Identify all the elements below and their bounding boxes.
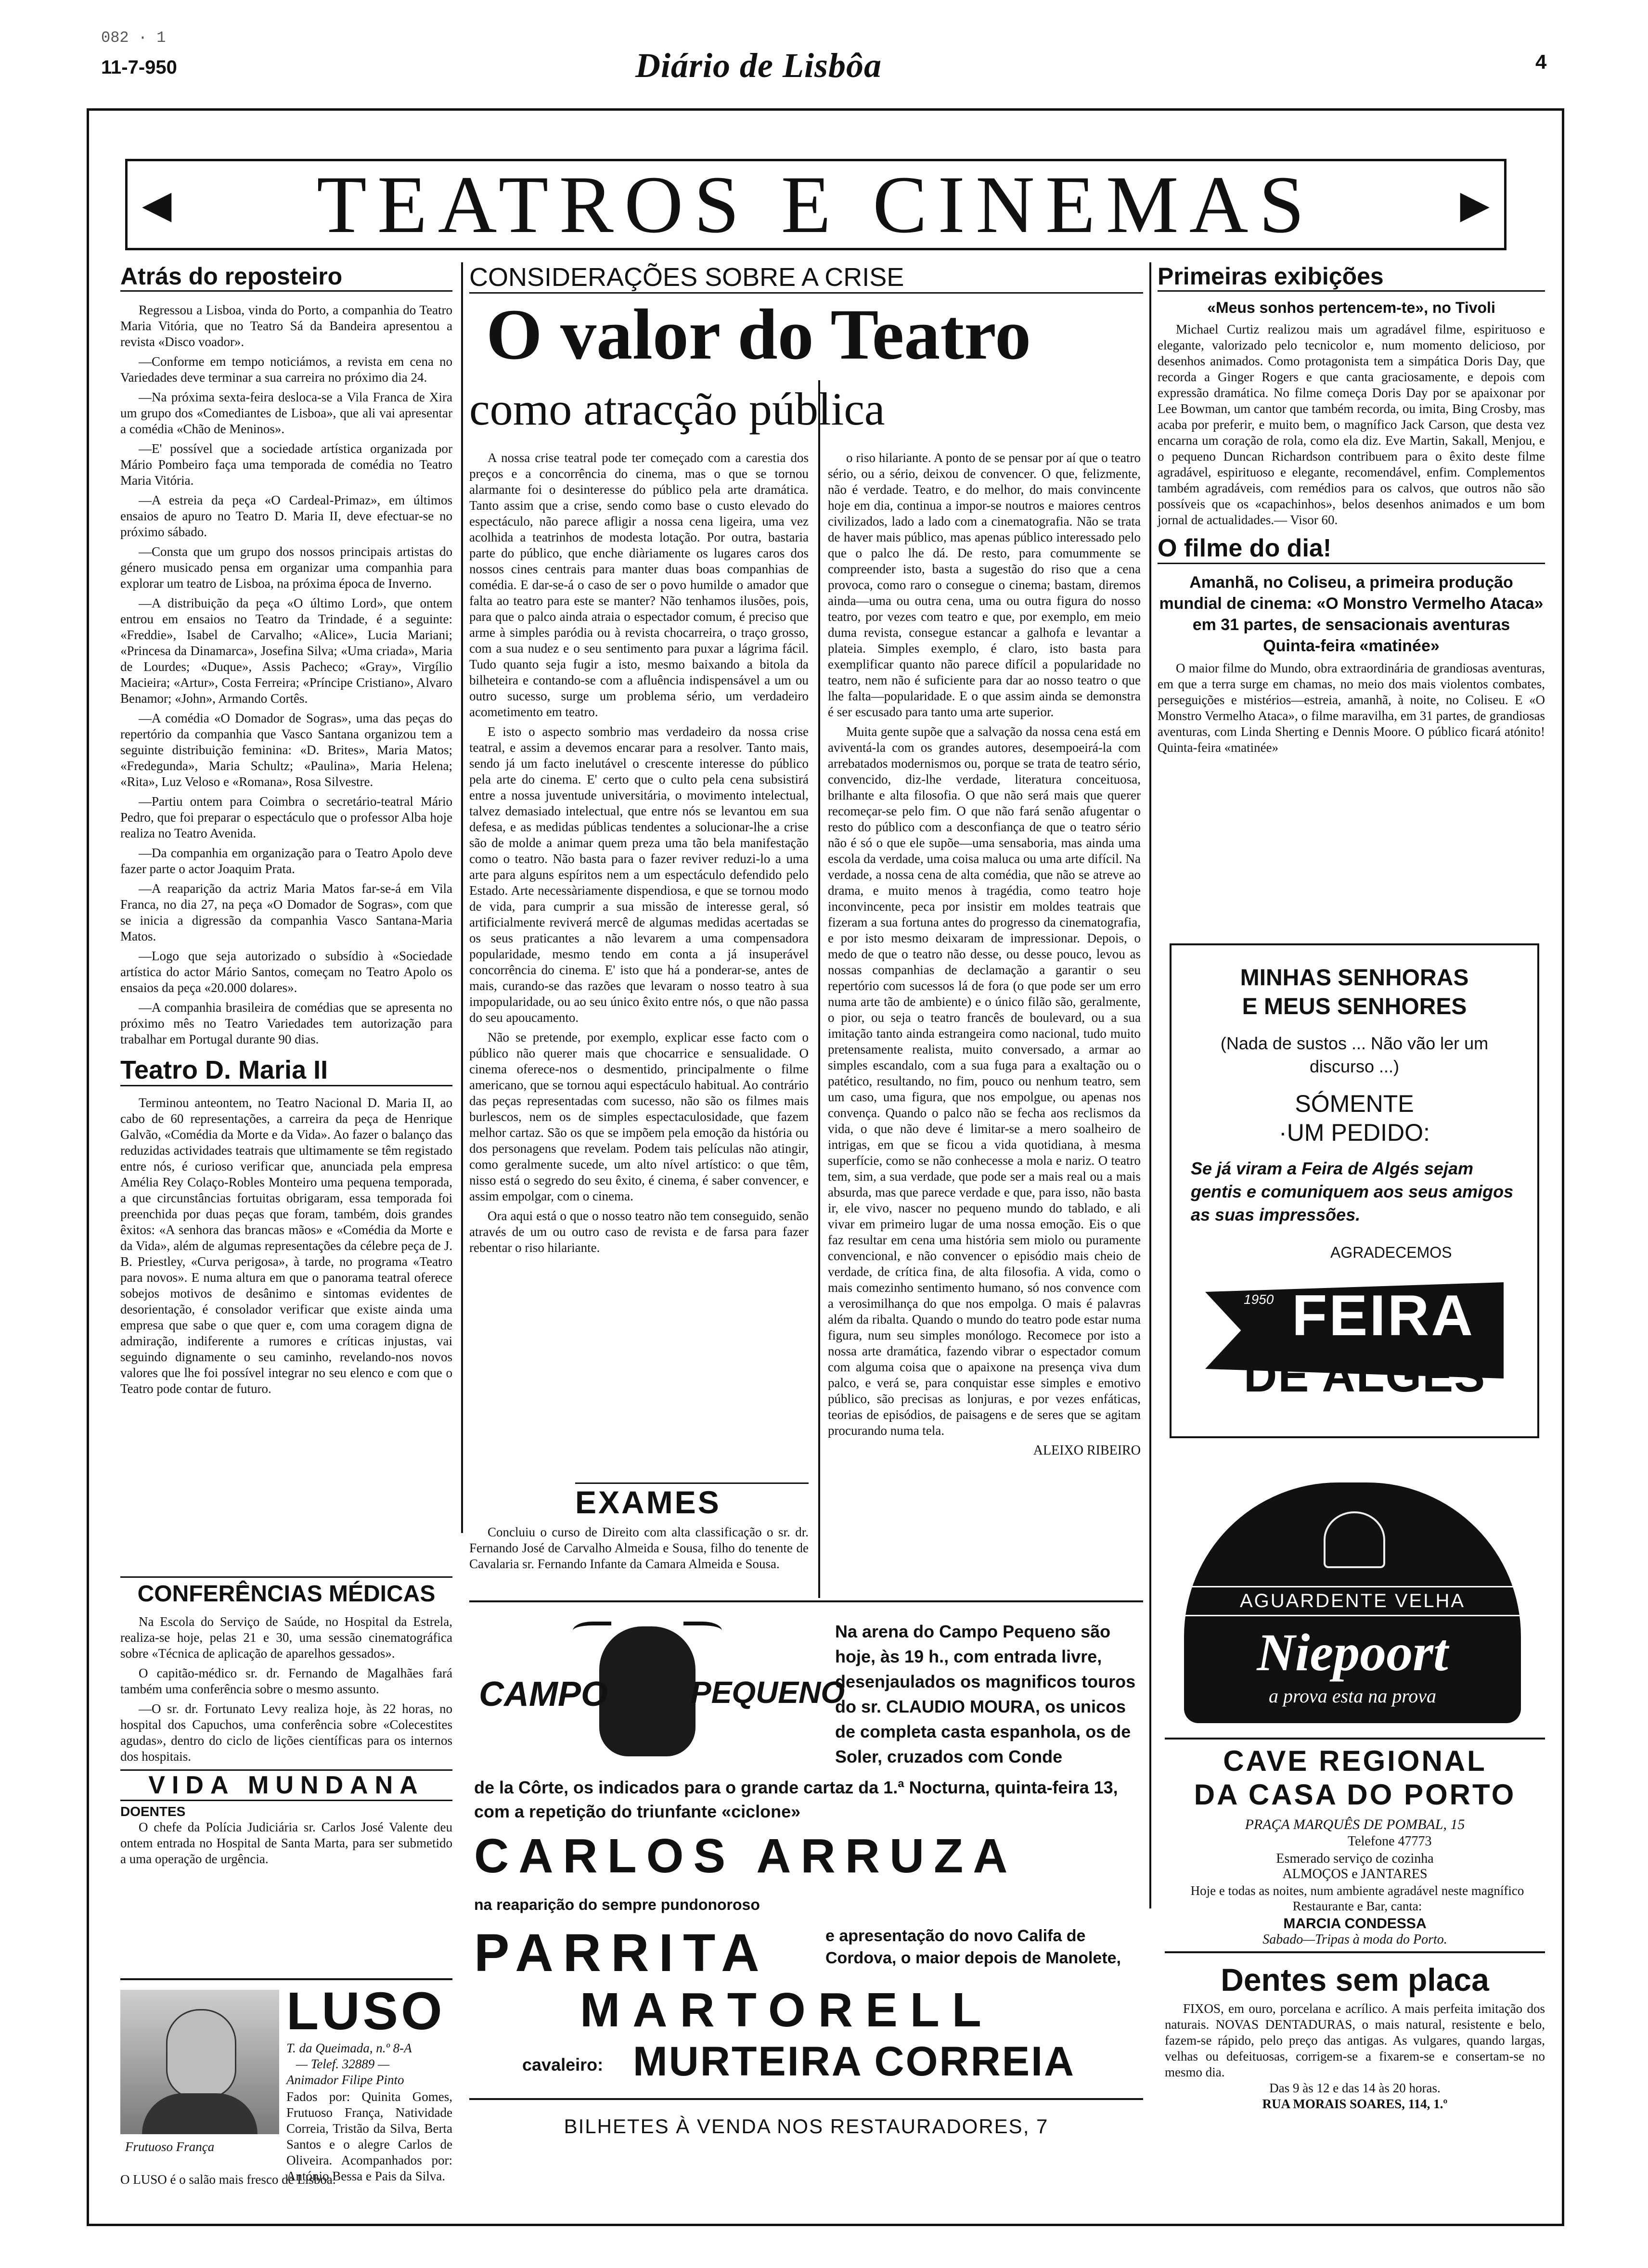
paragraph: o riso hilariante. A ponto de se pensar por aí que o teatro sério, ou a sério, deixou de convencer. O que, felizmente, não é verdade. Teatro, e do melhor, do mais convincente hoje em dia, continua a impor-se noutros e maiores centros civilizados, lado a lado com a cinematografia. Não se trata de haver mais público, mas apenas público interessado pelo que o palco lhe dá. De resto, para comummente se compreender isto, basta a sugestão do riso que a cena provoca, como raro o consegue o cinema; bastam, diremos ainda—uma ou outra cena, uma ou outra figura do nosso teatro, por vezes com teatro e que, por exemplo, em meio duma revista, consegue estancar a galhofa e levantar a plateia. Simples exemplo, é claro, isto basta para exemplificar quanto não parece difícil a popularidade no teatro, nem não é suficiente para dar ao nosso teatro o que lhe falta—popularidade. E o que assim ainda se demonstra é ser escusado para tanto uma arte superior. [828,451,1141,719]
paragraph: O chefe da Polícia Judiciária sr. Carlos José Valente deu ontem entrada no Hospital de Santa Marta, para ser submetido a uma operação de urgência. [120,1820,452,1866]
exames-title: EXAMES [575,1482,809,1521]
dentes-address: RUA MORAIS SOARES, 114, 1.º [1262,2097,1448,2111]
niepoort-brand: Niepoort [1257,1623,1448,1682]
paragraph: —Partiu ontem para Coimbra o secretário-teatral Mário Pedro, que foi preparar o espectáculo que o professor Alba hoje realiza no Teatro Avenida. [120,794,452,840]
primeiras-sub: «Meus sonhos pertencem-te», no Tivoli [1207,299,1495,316]
logo-campo: CAMPO [479,1675,608,1714]
paragraph: Muita gente supõe que a salvação da nossa cena está em aviventá-la com os grandes autores, desempoeirá-la com arrebatados modernismos ou, porque se trata de teatro sério, convencido, diz-lhe verdade, literatura conceituosa, brilhante e alta filosofia. O que não será mais que querer recomeçar-se pelo fim. O que não fará senão afugentar o resto do público com a desconfiança de que o teatro sério não é só o que ele supõe—uma sensaboria, mas ainda uma escola da verdade, uma coisa maluca ou uma arte difícil. Na verdade, a nossa cena de alta comédia, que não se atreve ao drama, e muito menos à tragédia, como teatro hoje inconvincente, peca por insistir em moldes teatrais que fizeram a sua fortuna antes do progresso da cinematografia, e por isto mesmo deixaram de impressionar. Depois, o medo de que o teatro não desse, ou desse pouco, levou as nossas companhias de declamação a garantir o seu repertório com sucessos lá de fora (o que pode ser um erro numa arte tão de ambiente) e o único filão são, geralmente, o pior, ou seja o teatro francês de boulevard, ou a sua imitação tanto ainda estrangeira como nacional, tudo muito pretensamente realista, muito conversado, a armar ao simples escandalo, com a sua fuga para a exaltação ou o patético, resultando, no fim, pouco ou nenhum teatro, sem um caso, uma figura, que nos empolgue, ou apenas nos convença. Quando o palco não se fecha aos reclismos da vida, o que não deve é limitar-se a mero soalheiro de intrigas, em que se ficou a vida quotidiana, à mesma superfície, como se não conhecesse a mola e nariz. O teatro tem, sim, a sua verdade, que pode ser a mais real ou a mais absurda, mas que parece verdade e que, para isso, não basta ir, ele vivo, nascer no pequeno mundo do tablado, e ali vivar em primeiro lugar de uma nossa emoção. Eis o que faz resultar em cena uma história sem miolo ou puramente convencional, e não convencer o episódio mais cheio de verdade, de crítica fina, de alta filosofia. A vida, como o mais comezinho sentimento humano, só nos convence com a verosimilhança do que nos empolga. O mais é palavras além da ribalta. Quando o mundo do teatro pode estar numa figura, num seu simples monólogo. Recomece por isto a nossa arte dramática, fazendo vibrar o espectador comum com alguma coisa que o apaixone na presença viva dum palco, e verá se, para conquistar esse simples e emotivo público, são precisas as lonjuras, e por vezes enfáticas, teorias de episódios, de paisagens e de seres que se agitam procurando numa tela. [828,724,1141,1438]
luso-caption: Frutuoso França [125,2139,215,2154]
section-title-primeiras: Primeiras exibições [1158,262,1545,292]
cave-address: PRAÇA MARQUÊS DE POMBAL, 15 [1245,1817,1465,1832]
cave-phone: Telefone 47773 [1348,1834,1432,1849]
campo-lead: Na arena do Campo Pequeno são hoje, às 19 h., com entrada livre, desenjaulados os magnificos touros do sr. CLAUDIO MOURA, os unicos de completa casta espanhola, os de Soler, cruzados com Conde [835,1622,1136,1766]
feira-line5: ·UM PEDIDO: [1279,1119,1430,1146]
filme-head: Amanhã, no Coliseu, a primeira produção mundial de cinema: «O Monstro Vermelho Ataca» em 31 partes, de sensacionais aventuras [1159,573,1544,634]
dentes-hours: Das 9 às 12 e das 14 às 20 horas. [1269,2081,1441,2095]
cave-ad [1165,1738,1545,1953]
paragraph: —O sr. dr. Fortunato Levy realiza hoje, às 22 horas, no hospital dos Capuchos, uma conferência sobre «Colecestites agudas», dentro do ciclo de lições científicas para os internos dos hospitais. [120,1701,452,1764]
paragraph: Michael Curtiz realizou mais um agradável filme, espirituoso e elegante, valorizado pelo tecnicolor e, num momento delicioso, por desenhos animados. Como protagonista tem a simpática Doris Day, que recorda a Ginger Rogers e que canta graciosamente, e depois com expressão dramática. No filme começa Doris Day por se apaixonar por Lee Bowman, um cantor que também recorda, ou imita, Bing Crosby, mas acaba por preferir, e muito bem, o magnífico Jack Carson, que desta vez encarna um coração de rola, como ela diz. Eve Martin, Sakall, Menjou, e o pequeno Duncan Richardson contribuem para o êxito deste filme agradável, espirituoso e elegante, recomendável, enfim. Complementos também agradáveis, com remédios para os calvos, que outros não são possíveis que os «capachinhos», belos desenhos animados e um bom jornal de actualidades.— Visor 60. [1158,322,1545,527]
column-1-lower [120,1576,452,1871]
cave-text3: Hoje e todas as noites, num ambiente agradável neste magnífico Restaurante e Bar, canta: [1190,1883,1524,1913]
banner-title: TEATROS E CINEMAS [316,159,1315,250]
column-rule-1 [461,262,463,1533]
paragraph: —Conforme em tempo noticiámos, a revista em cena no Variedades deve terminar a sua carreira no próximo dia 24. [120,354,452,385]
feira-line7: AGRADECEMOS [1330,1244,1452,1261]
section-banner [125,159,1506,250]
campo-footer: BILHETES À VENDA NOS RESTAURADORES, 7 [564,2115,1049,2138]
cave-text1: Esmerado serviço de cozinha [1276,1851,1434,1866]
feira-line3: (Nada de sustos ... Não vão ler um discurso ...) [1220,1033,1489,1076]
feira-line4: SÓMENTE [1295,1090,1414,1117]
column-rule-2 [1149,262,1151,1908]
masthead-title: Diário de Lisbôa [635,46,882,85]
campo-pequeno-ad [469,1600,1143,2209]
bull-logo [479,1622,845,1766]
luso-address: T. da Queimada, n.º 8-A [286,2041,412,2055]
masthead-date: 11-7-950 [101,57,177,78]
section-title-vida: VIDA MUNDANA [120,1769,452,1801]
feira-year: 1950 [1244,1292,1274,1307]
luso-title: LUSO [286,1982,445,2041]
campo-name-martorell: MARTORELL [580,1983,994,2037]
paragraph: Não se pretende, por exemplo, explicar esse facto com o público não querer mais que chocarrice e sensualidade. O cinema oferece-nos o desmentido, principalmente o filme americano, que se tornou aqui espectáculo habitual. Ao contrário das peças representadas com sucesso, não são os filmes mais burlescos, nem os de simples espectaculosidade, que fazem melhor cartaz. São os que se impõem pela emoção da história ou dos personagens que revelam. Podem tais películas não atingir, como geralmente sucede, um alto nível artístico: o que têm, nisso está o segredo do seu êxito, é cinema, é saber convencer, e assim empolgar, com o cinema. [469,1030,809,1203]
paragraph: Regressou a Lisboa, vinda do Porto, a companhia do Teatro Maria Vitória, que no Teatro Sá da Bandeira apresentou a revista «Disco voador». [120,303,452,349]
paragraph: —A companhia brasileira de comédias que se apresenta no próximo mês no Teatro Variedades tem autorização para trabalhar em Portugal durante 90 dias. [120,1000,452,1046]
paragraph: —A distribuição da peça «O último Lord», que ontem entrou em ensaios no Teatro da Trindade, é a seguinte: «Freddie», Isabel de Carvalho; «Alice», Lucia Mariani; «Princesa da Dinamarca», Josefina Silva; «Uma criada», Maria de Lourdes; «Duque», Assis Pacheco; «Gray», Virgílio Macieira; «Artur», Costa Ferreira; «Príncipe Cristiano», Alvaro Benamor; «John», Armando Cortês. [120,596,452,706]
exames-text: Concluiu o curso de Direito com alta classificação o sr. dr. Fernando José de Carvalho Almeida e Sousa, filho do tenente de Cavalaria sr. Fernando Infante da Camara Almeida e Sousa. [469,1525,809,1571]
paragraph: O capitão-médico sr. dr. Fernando de Magalhães fará também uma conferência sobre o mesmo assunto. [120,1666,452,1696]
logo-pequeno: PEQUENO [691,1675,845,1710]
paragraph: E isto o aspecto sombrio mas verdadeiro da nossa crise teatral, e assim a devemos encarar para a resolver. Tanto mais, sendo já um facto inelutável o crescente interesse do público pela arte do cinema. E' certo que o culto pela cena subsistirá entre a nossa juventude universitária, o movimento intelectual, talvez demasiado intelectual, que entre nós se levantou em sua defesa, e as medidas públicas tendentes a solucionar-lhe a crise são de molde a animar quem preza uma tão bela manifestação como o teatro. Não basta para o fazer reviver reduzi-lo a uma arte para alguns espíritos nem a um espectáculo defendido pelo Estado. Arte necessàriamente dispendiosa, e que se tornou modo de vida, para cumprir a sua missão de interesse geral, só artificialmente reviverá mercê de algumas medidas acertadas se os seus praticantes a não levarem a uma compensadora popularidade, mesmo tendo em conta a já insuperável concorrência do cinema. E' isto que há a ponderar-se, antes de mais, curando-se das razões que levaram o nosso teatro à sua impopularidade, ou ao seu único êxito entre nós, o que não passa do seu apoucamento. [469,724,809,1025]
vida-body [120,1819,452,1867]
cave-text2: ALMOÇOS e JANTARES [1282,1867,1428,1881]
atras-body [120,302,452,1047]
arrow-right-icon: ▶ [1460,184,1490,226]
dentes-text: FIXOS, em ouro, porcelana e acrílico. A mais perfeita imitação dos naturais. NOVAS DENTADURAS, o mais natural, resistente e belo, fazem-se rápido, pelo preço das antigas. As vulgares, quando largas, velhas ou defeituosas, corrigem-se a fixarem-se e consertam-se no mesmo dia. [1165,2001,1545,2079]
horn-right-icon [683,1622,722,1640]
portrait-shoulders [142,2093,258,2134]
campo-name-parrita: PARRITA [474,1923,769,1983]
feira-ad [1170,943,1539,1438]
cave-title2: DA CASA DO PORTO [1194,1778,1516,1811]
campo-line2: na reaparição do sempre pundonoroso [474,1896,760,1913]
luso-ad [120,1978,452,2197]
section-title-conferencias: CONFERÊNCIAS MÉDICAS [120,1576,452,1607]
feira-line6: Se já viram a Feira de Algés sejam gentis e comuniquem aos seus amigos as suas impressões. [1191,1159,1514,1224]
campo-divider [469,2098,1143,2100]
luso-host: Animador Filipe Pinto [286,2073,404,2087]
primeiras-body [1158,322,1545,528]
feira-brand2: DE ALGÉS [1244,1350,1486,1402]
paragraph: —A reaparição da actriz Maria Matos far-se-á em Vila Franca, no dia 27, na peça «O Domador de Sogras», com que se inicia a digressão da companhia Vasco Santana-Maria Matos. [120,881,452,943]
vida-sub: DOENTES [120,1804,186,1819]
niepoort-slogan: a prova esta na prova [1268,1685,1437,1707]
cave-name: MARCIA CONDESSA [1283,1916,1427,1932]
kicker: CONSIDERAÇÕES SOBRE A CRISE [469,262,1143,294]
arrow-left-icon: ◀ [142,184,172,226]
paragraph: —Consta que um grupo dos nossos principais artistas do género musicado pensa em organizar uma companhia para explorar um teatro de Lisboa, na próxima época de Inverno. [120,544,452,591]
article-left [469,450,809,1260]
filme-body [1158,660,1545,756]
headline: O valor do Teatro [486,295,1031,374]
paragraph: —E' possível que a sociedade artística organizada por Mário Pombeiro faça uma temporada de comédia no Teatro Maria Vitória. [120,441,452,488]
section-title-filme: O filme do dia! [1158,534,1545,564]
column-3 [1158,262,1545,760]
campo-name-murteira: MURTEIRA CORREIA [633,2038,1076,2085]
feira-brand1: FEIRA [1292,1283,1475,1348]
subheadline: como atracção pública [469,383,885,435]
exames-box [469,1482,809,1572]
article-signature: ALEIXO RIBEIRO [1033,1443,1141,1458]
portrait-icon [166,2009,236,2099]
paragraph: Na Escola do Serviço de Saúde, no Hospital da Estrela, realiza-se hoje, pelas 21 e 30, uma sessão cinematográfica sobre «Técnica de aplicação de aparelhos gessados». [120,1614,452,1661]
paragraph: Terminou anteontem, no Teatro Nacional D. Maria II, ao cabo de 60 representações, a carreira da peça de Henrique Galvão, «Comédia da Morte e da Vida». Ao fazer o balanço das reduzidas actividades teatrais que ultimamente se têm registado entre nós, é curioso verificar que, anunciada pela empresa Amélia Rey Colaço-Robles Monteiro uma pequena temporada, a que circunstâncias fortuitas obrigaram, essa temporada foi preenchida por duas peças que foram, também, dois grandes êxitos: «A senhora das brancas mãos» e «Comédia da Morte e da Vida», além de algumas representações da célebre peça de J. B. Priestley, «Curva perigosa», à tarde, no programa «Teatro para novos». E numa altura em que o panorama teatral oferece sobejos motivos de desânimo e sintomas evidentes de desorientação, é consolador verificar que existe ainda uma empresa que sabe o que quer e, com uma coragem digna de admiração, indiferente a rumores e críticas injustas, vai seguindo dignamente o seu caminho, revelando-nos novos valores que lhe foi possível integrar no seu elenco e com que o Teatro pode contar de futuro. [120,1095,452,1396]
section-title-atras: Atrás do reposteiro [120,262,452,292]
column-rule-mid [818,380,820,1598]
teatro-body [120,1095,452,1397]
campo-name-arruza: CARLOS ARRUZA [474,1829,1017,1883]
campo-line4: cavaleiro: [522,2055,604,2075]
paragraph: —Logo que seja autorizado o subsídio à «Sociedade artística do actor Mário Santos, começam no Teatro Apolo os ensaios da peça «20.000 dolares». [120,949,452,995]
paragraph: —Da companhia em organização para o Teatro Apolo deve fazer parte o actor Joaquim Prata. [120,846,452,876]
filme-when: Quinta-feira «matinée» [1263,637,1440,655]
masthead-code: 082 · 1 [101,29,166,47]
niepoort-line1: AGUARDENTE VELHA [1184,1586,1521,1616]
paragraph: A nossa crise teatral pode ter começado com a carestia dos preços e a concorrência do cinema, mas o que se tornou alarmante foi o desinteresse do público pela arte dramática. Tanto assim que a crise, sendo como base o custo elevado do espectáculo, não parece afligir a nossa cena ligeira, uma vez acolhida a teatrinhos de modesta lotação. Por outra, bastaria parte do público, que enche diàriamente os lugares caros dos nossos cines centrais para manter duas boas companhias de comédia. E dar-se-á o caso de ser o povo humilde o amador que falta ao teatro para este se manter? Não tenhamos ilusões, pois, para que o palco ainda atraia o espectador comum, é preciso que arme à simples paródia ou à revista chocarreira, o traço grosso, com a sua nudez e o seu sentimento para puxar a lágrima fácil. Tudo quanto seja fugir a isto, mesmo baixando a bitola da bilheteira e contando-se com a afluência indispensável a um ou outro sucesso, surge um problema sério, um verdadeiro acometimento em teatro. [469,451,809,719]
paragraph: —A comédia «O Domador de Sogras», uma das peças do repertório da companhia que Vasco Santana organizou tem a seguinte distribuição feminina: «D. Brites», Maria Matos; «Fredegunda», Maria Schultz; «Paulina», Maria Helena; «Rita», Luz Veloso e «Romana», Rosa Silvestre. [120,711,452,789]
campo-line3: e apresentação do novo Califa de Cordova, o maior depois de Manolete, [825,1927,1121,1967]
paragraph: Ora aqui está o que o nosso teatro não tem conseguido, senão através de um ou outro caso de revista e de farsa para fazer rebentar o riso hilariante. [469,1209,809,1255]
feira-line1: MINHAS SENHORAS [1240,965,1469,991]
paragraph: —A estreia da peça «O Cardeal-Primaz», em últimos ensaios de apuro no Teatro D. Maria II, deve efectuar-se no próximo sábado. [120,493,452,539]
bull-icon [599,1626,695,1756]
cave-title1: CAVE REGIONAL [1223,1745,1487,1777]
cave-text4: Sabado—Tripas à moda do Porto. [1262,1932,1447,1947]
section-title-teatro: Teatro D. Maria II [120,1055,452,1086]
luso-body: Fados por: Quinita Gomes, Frutuoso França, Natividade Correia, Tristão da Silva, Berta Santos e o alegre Carlos de Oliveira. Acompanhados por: António Bessa e Pais da Silva. [286,2089,452,2183]
paragraph: O maior filme do Mundo, obra extraordinária de grandiosas aventuras, em que a terra surge em chamas, no meio dos mais violentos combates, perseguições e mistérios—estreia, amanhã, à noite, no Coliseu. E «O Monstro Vermelho Ataca», o filme maravilha, em 31 partes, de grandiosas aventuras, com Linda Sherting e Dennis Moore. O público ficará atónito! Quinta-feira «matinée» [1158,661,1545,755]
paragraph: —Na próxima sexta-feira desloca-se a Vila Franca de Xira um grupo dos «Comediantes de Lisboa», que ali vai apresentar a comédia «Chão de Meninos». [120,390,452,436]
feira-line2: E MEUS SENHORES [1242,994,1467,1019]
campo-lead2: de la Côrte, os indicados para o grande cartaz da 1.ª Nocturna, quinta-feira 13, com a repetição do triunfante «ciclone» [474,1778,1118,1821]
page-number: 4 [1535,51,1547,73]
article-right [828,450,1141,1458]
horn-left-icon [573,1622,611,1640]
crest-icon [1324,1511,1385,1568]
luso-photo [120,1990,279,2134]
dentes-title: Dentes sem placa [1221,1962,1489,1997]
conferencias-body [120,1614,452,1765]
dentes-ad [1165,1961,1545,2197]
column-1 [120,262,452,1401]
luso-phone: — Telef. 32889 — [296,2057,390,2071]
luso-footer: O LUSO é o salão mais fresco de Lisboa. [120,2172,336,2187]
